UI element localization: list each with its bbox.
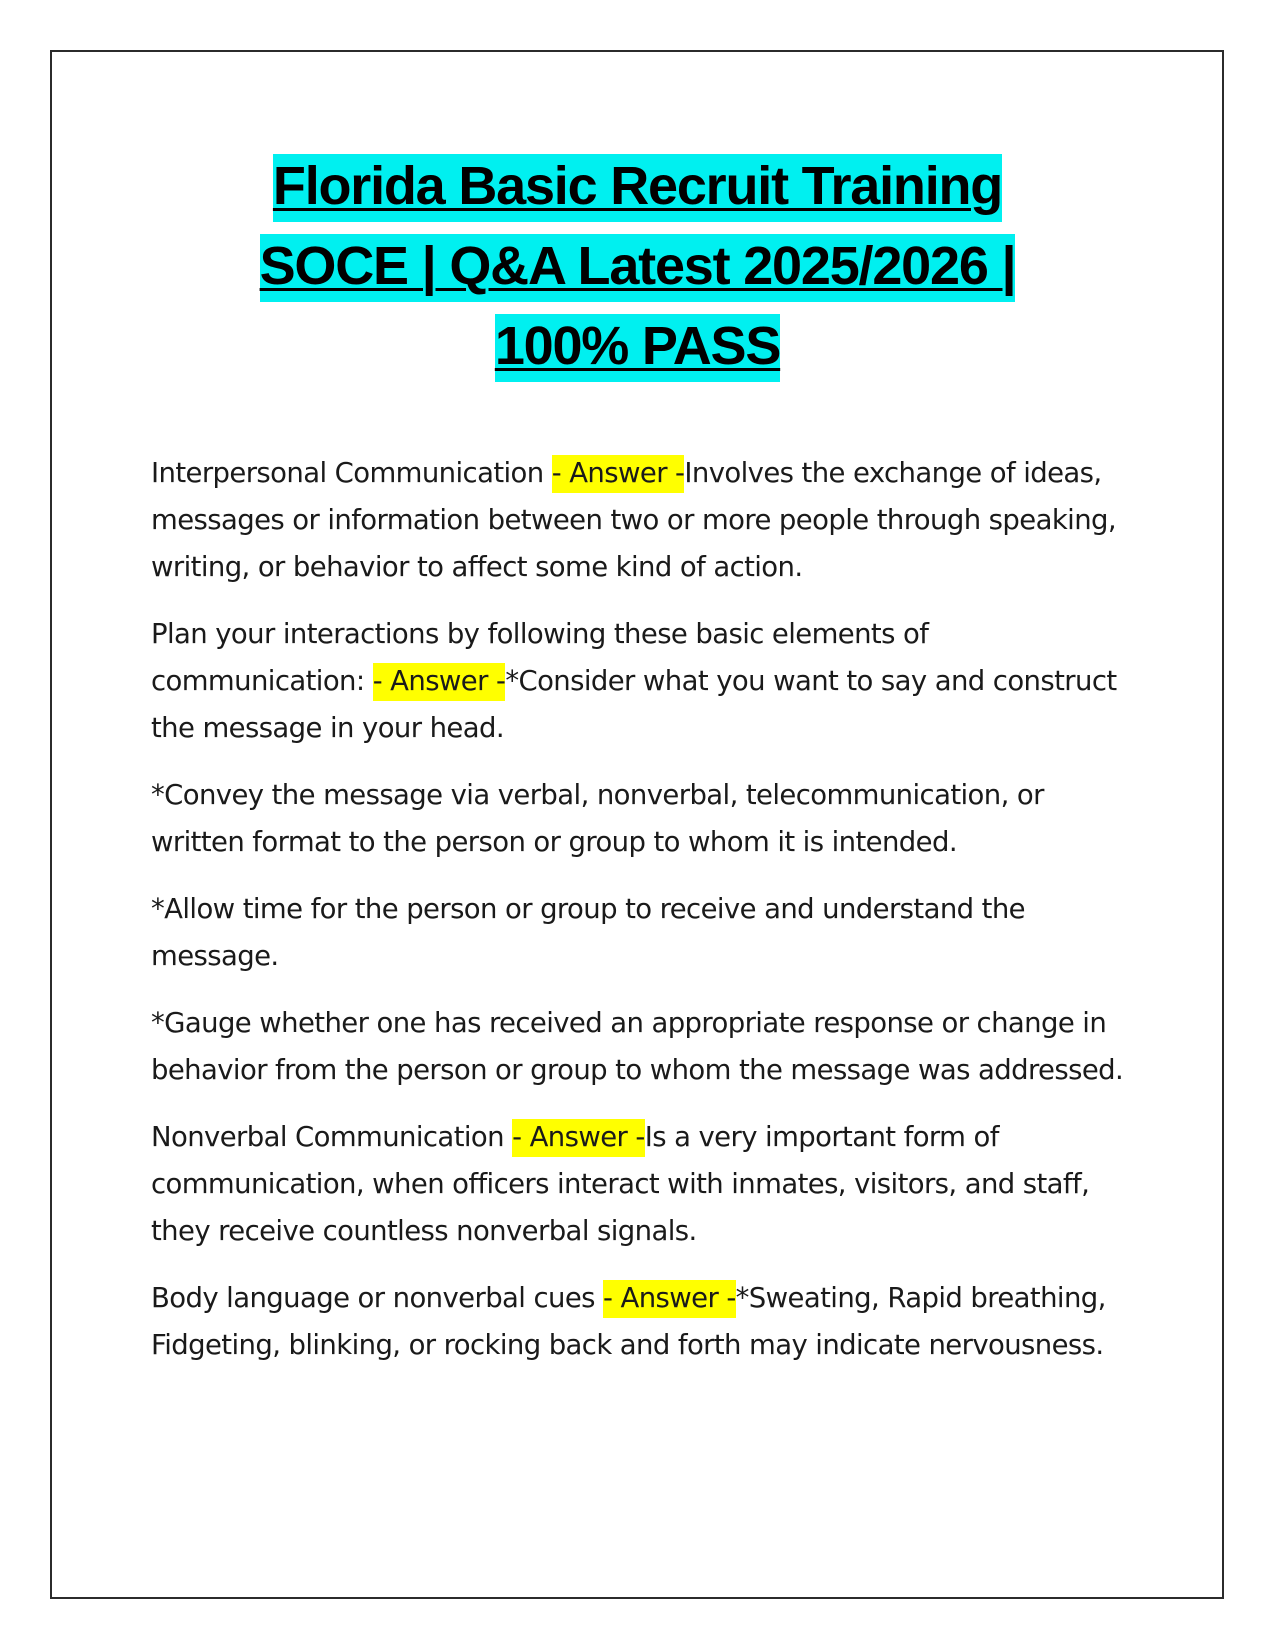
- qa-entry-interpersonal: [151, 450, 1136, 591]
- title-line-3: 100% PASS: [495, 314, 780, 382]
- answer-marker: - Answer -: [373, 663, 506, 701]
- qa-body: [151, 450, 1136, 1389]
- answer-text: *Consider what you want to say and construct the message in your head.: [151, 665, 1117, 744]
- bullet-gauge-response: *Gauge whether one has received an appropriate response or change in behavior from the person or group to whom the message was addressed.: [151, 1007, 1124, 1086]
- answer-marker: - Answer -: [552, 455, 685, 493]
- answer-text: *Sweating, Rapid breathing, Fidgeting, blinking, or rocking back and forth may indicate nervousness.: [151, 1282, 1106, 1361]
- title-line-1: Florida Basic Recruit Training: [273, 154, 1002, 222]
- title-line-2: SOCE | Q&A Latest 2025/2026 |: [260, 234, 1016, 302]
- answer-marker: - Answer -: [512, 1119, 645, 1157]
- qa-entry-body-language: [151, 1275, 1136, 1369]
- qa-entry-nonverbal: [151, 1114, 1136, 1255]
- qa-entry-plan-interactions: [151, 611, 1136, 752]
- question-term: Body language or nonverbal cues: [151, 1282, 604, 1314]
- question-term: Nonverbal Communication: [151, 1121, 513, 1153]
- question-term: Interpersonal Communication: [151, 457, 552, 489]
- answer-text: Is a very important form of communication, when officers interact with inmates, visitors, and staff, they receive countless nonverbal signals.: [151, 1121, 1090, 1247]
- bullet-allow-time: *Allow time for the person or group to receive and understand the message.: [151, 893, 1026, 972]
- bullet-convey-message: *Convey the message via verbal, nonverbal, telecommunication, or written format to the person or group to whom it is intended.: [151, 779, 1044, 858]
- answer-marker: - Answer -: [603, 1280, 736, 1318]
- question-term: Plan your interactions by following these basic elements of communication:: [151, 618, 929, 697]
- answer-text: Involves the exchange of ideas, messages or information between two or more people through speaking, writing, or behavior to affect some kind of action.: [151, 457, 1117, 583]
- document-title: [150, 146, 1125, 386]
